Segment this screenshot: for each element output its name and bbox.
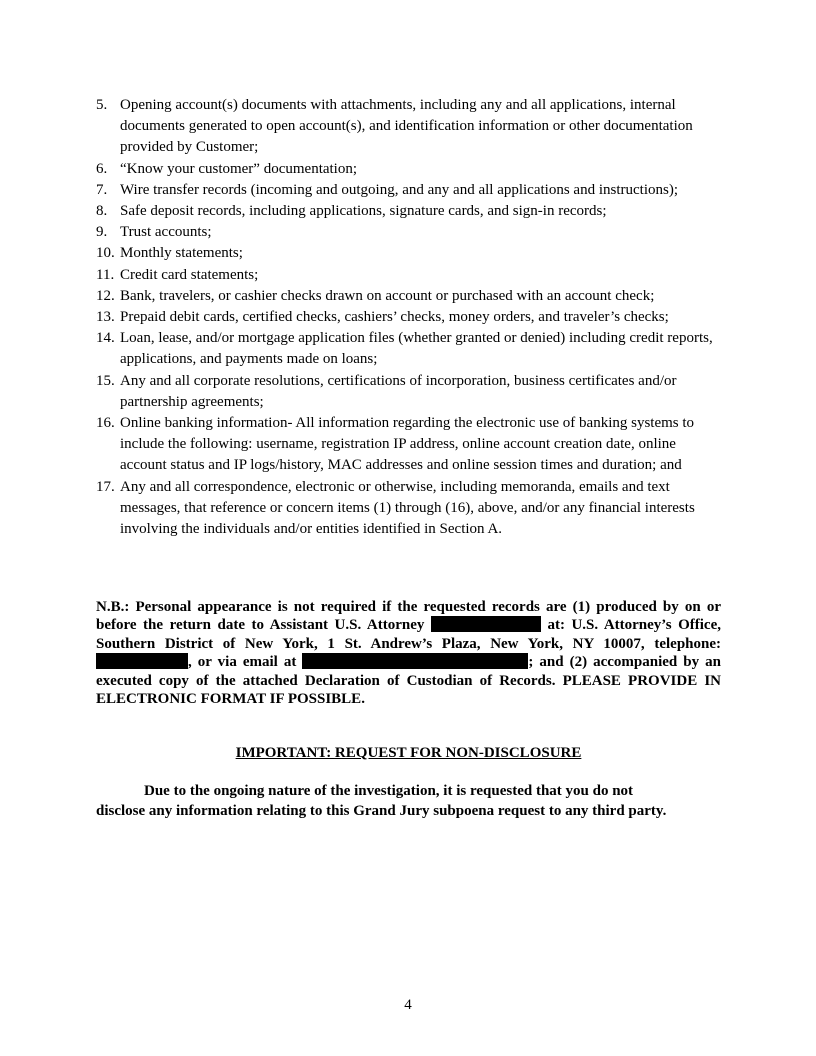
item-number: 10.: [96, 245, 115, 262]
nondisclosure-heading: IMPORTANT: REQUEST FOR NON-DISCLOSURE: [235, 745, 582, 761]
list-item: [96, 328, 721, 370]
redaction-email: [302, 653, 528, 669]
item-text: “Know your customer” documentation;: [120, 160, 358, 177]
item-number: 15.: [96, 372, 115, 389]
nb-text-3: , or via email at: [188, 654, 303, 671]
list-item: [96, 371, 721, 413]
item-number: 11.: [96, 266, 115, 283]
list-item: [96, 413, 721, 477]
nondisclosure-paragraph: [96, 782, 721, 821]
nb-paragraph: [96, 598, 721, 708]
item-text: Credit card statements;: [120, 266, 259, 283]
page-number: 4: [404, 997, 412, 1013]
item-number: 12.: [96, 287, 115, 304]
item-number: 13.: [96, 309, 115, 326]
item-text: Monthly statements;: [120, 245, 243, 262]
item-text: Loan, lease, and/or mortgage application files (whether granted or denied) including credit reports, applications, and payments made on loans;: [120, 330, 713, 368]
item-number: 16.: [96, 415, 115, 432]
item-text: Opening account(s) documents with attachments, including any and all applications, internal documents generated to open account(s), and identification information or other documentation provided by Customer;: [120, 97, 693, 156]
list-item: [96, 222, 721, 243]
item-text: Trust accounts;: [120, 224, 212, 241]
nondisclosure-line-1: Due to the ongoing nature of the investigation, it is requested that you do not: [144, 783, 634, 799]
item-number: 9.: [96, 224, 108, 241]
item-number: 17.: [96, 478, 115, 495]
item-number: 6.: [96, 160, 108, 177]
item-text: Online banking information- All information regarding the electronic use of banking systems to include the following: username, registration IP address, online account creation date, online account status and IP logs/history, MAC addresses and online session times and duration; and: [120, 415, 695, 474]
list-item: [96, 95, 721, 159]
redaction-attorney-name: [431, 616, 541, 632]
nb-text-4: ; and (2) accompanied by an executed copy of the attached Declaration of Custodian of Records. PLEASE PROVIDE IN ELECTRONIC FORMAT IF POSSIBLE.: [96, 654, 721, 708]
item-number: 14.: [96, 330, 115, 347]
redaction-telephone: [96, 653, 188, 669]
list-item: [96, 201, 721, 222]
list-item: [96, 477, 721, 541]
item-text: Wire transfer records (incoming and outgoing, and any and all applications and instructions);: [120, 181, 678, 198]
list-item: [96, 265, 721, 286]
list-item: [96, 180, 721, 201]
item-text: Any and all corporate resolutions, certifications of incorporation, business certificates and/or partnership agreements;: [120, 372, 677, 410]
list-item: [96, 286, 721, 307]
item-text: Bank, travelers, or cashier checks drawn on account or purchased with an account check;: [120, 287, 655, 304]
list-item: [96, 243, 721, 264]
item-text: Prepaid debit cards, certified checks, cashiers’ checks, money orders, and traveler’s checks;: [120, 309, 669, 326]
item-text: Safe deposit records, including applications, signature cards, and sign-in records;: [120, 203, 607, 220]
item-number: 7.: [96, 181, 108, 198]
nondisclosure-line-2: disclose any information relating to this Grand Jury subpoena request to any third party.: [96, 802, 667, 819]
item-text: Any and all correspondence, electronic or otherwise, including memoranda, emails and text messages, that reference or concern items (1) through (16), above, and/or any financial interests involving the individuals and/or entities identified in Section A.: [120, 478, 695, 538]
list-item: [96, 307, 721, 328]
item-number: 8.: [96, 203, 108, 220]
nb-text-1: N.B.: Personal appearance is not required if the requested records are (1) produced by on or before the return date to Assistant U.S. Attorney: [96, 599, 721, 634]
item-number: 5.: [96, 97, 108, 113]
list-item: [96, 159, 721, 180]
nb-text-2: at: U.S. Attorney’s Office, Southern District of New York, 1 St. Andrew’s Plaza, New York, NY 10007, telephone:: [96, 617, 721, 652]
records-list: [96, 95, 721, 540]
